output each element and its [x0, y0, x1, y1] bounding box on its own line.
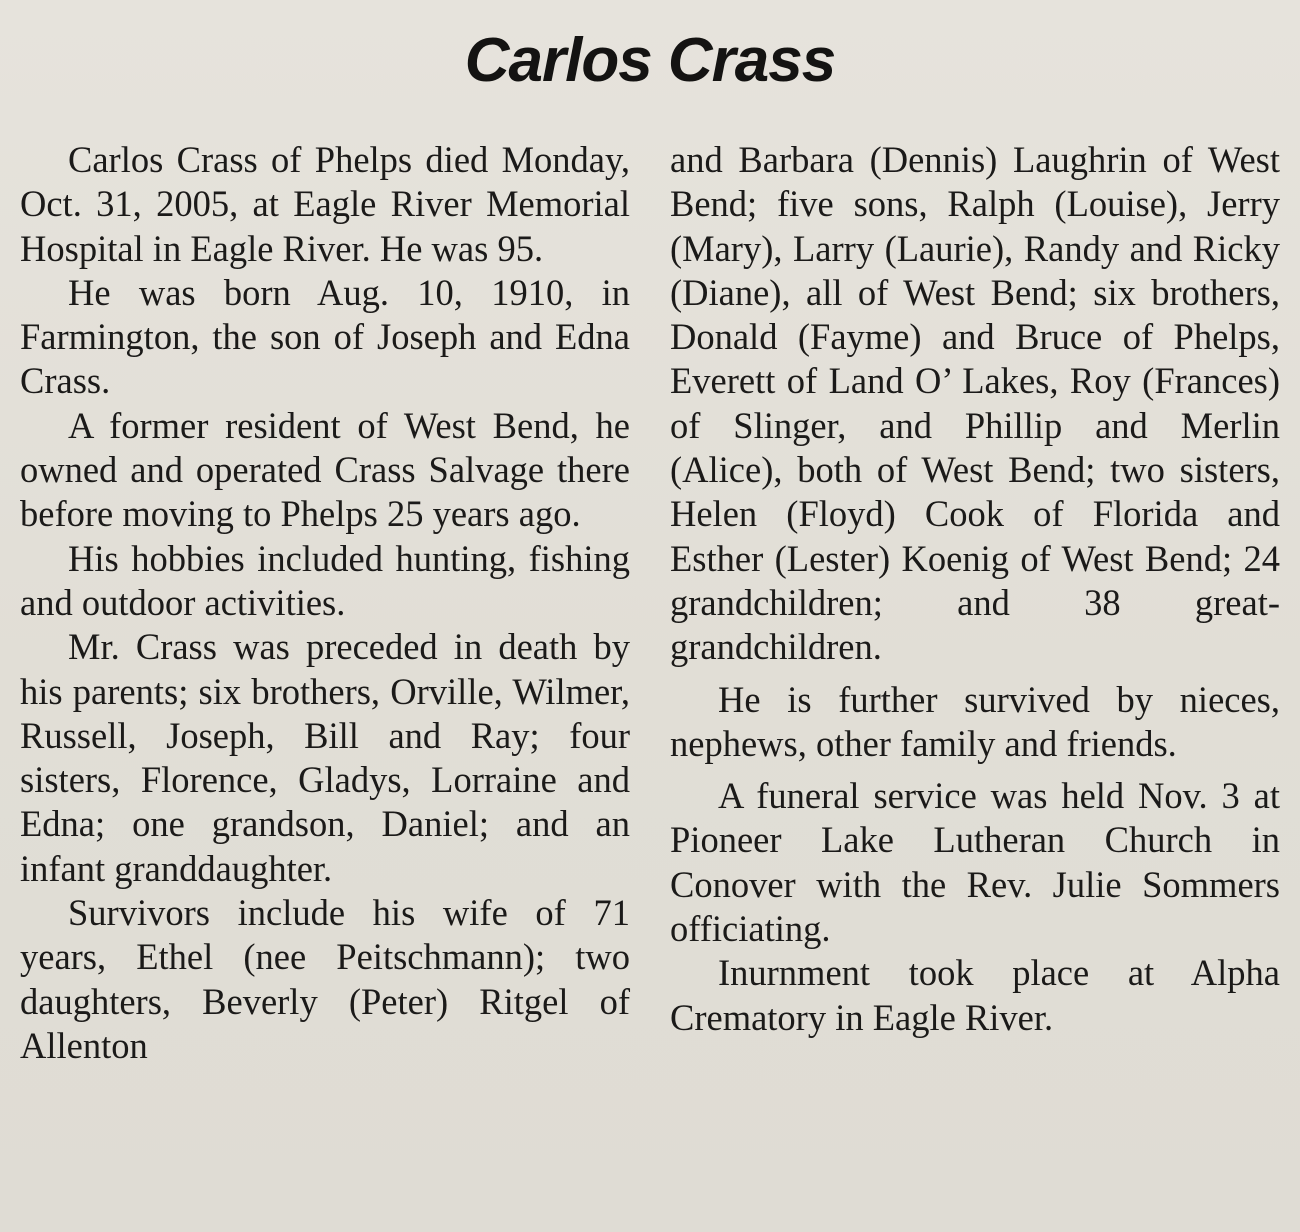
paragraph-preceded-in-death: Mr. Crass was preceded in death by his parents; six brothers, Orville, Wilmer, Russell, Joseph, Bill and Ray; four sisters, Florence, Gladys, Lorraine and Edna; one grandson, Daniel; and an infant granddaughter. — [20, 626, 630, 889]
paragraph-hobbies: His hobbies included hunting, fishing and outdoor activities. — [20, 537, 630, 623]
paragraph-career: A former resident of West Bend, he owned and operated Crass Salvage there before moving to Phelps 25 years ago. — [20, 404, 630, 535]
paragraph-birth: He was born Aug. 10, 1910, in Farmington, the son of Joseph and Edna Crass. — [20, 271, 630, 402]
paragraph-death-notice: Carlos Crass of Phelps died Monday, Oct. 31, 2005, at Eagle River Memorial Hospital in Eagle River. He was 95. — [20, 139, 630, 269]
obituary-headline: Carlos Crass — [464, 26, 836, 95]
paragraph-inurnment: Inurnment took place at Alpha Crematory in Eagle River. — [670, 952, 1280, 1038]
paragraph-survivors-continued: and Barbara (Dennis) Laughrin of West Bend; five sons, Ralph (Louise), Jerry (Mary), Larry (Laurie), Randy and Ricky (Diane), all of West Bend; six brothers, Donald (Fayme) and Bruce of Phelps, Everett of Land O’ Lakes, Roy (Frances) of Slinger, and Phillip and Merlin (Alice), both of West Bend; two sisters, Helen (Floyd) Cook of Florida and Esther (Lester) Koenig of West Bend; 24 grandchildren; and 38 great-grandchildren. — [670, 139, 1280, 668]
right-column — [670, 138, 1280, 1040]
left-column — [20, 138, 630, 1068]
paragraph-survivors: Survivors include his wife of 71 years, Ethel (nee Peitschmann); two daughters, Beverly (Peter) Ritgel of Allenton — [20, 892, 630, 1066]
paragraph-funeral-service: A funeral service was held Nov. 3 at Pioneer Lake Lutheran Church in Conover with the Rev. Julie Sommers officiating. — [670, 775, 1280, 950]
paragraph-further-survived: He is further survived by nieces, nephews, other family and friends. — [670, 678, 1280, 764]
